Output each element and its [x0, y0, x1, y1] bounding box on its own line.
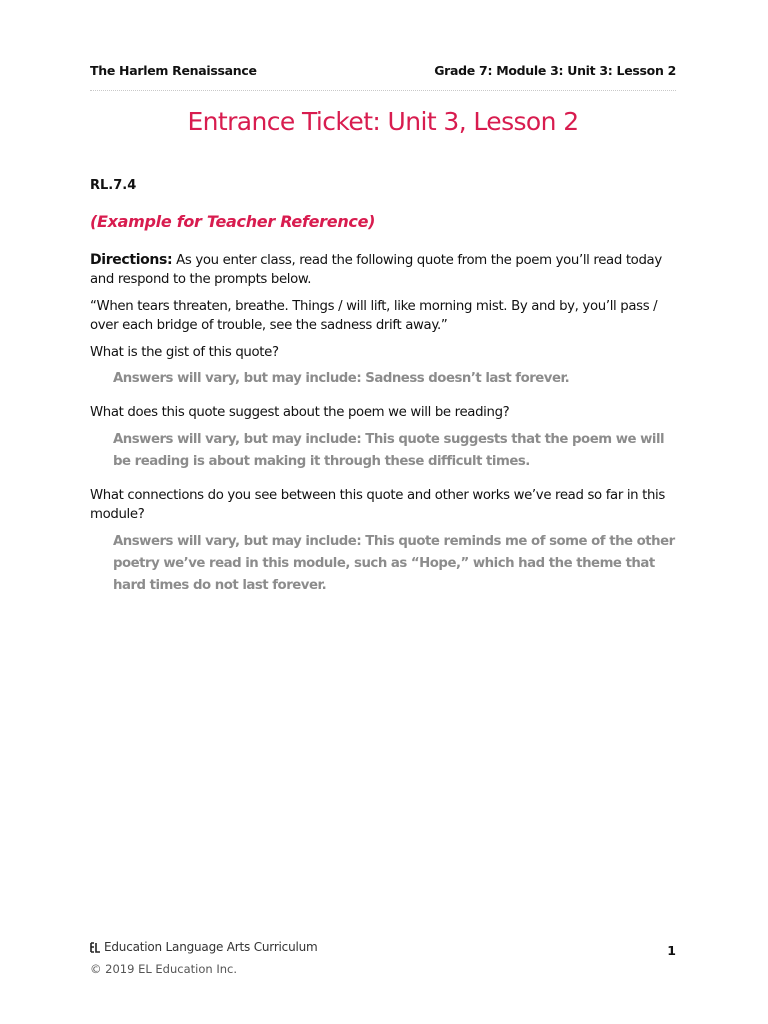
- prompt-answer: Answers will vary, but may include: This quote reminds me of some of the other poetry we’ve read in this module, such as “Hope,” which had the theme that hard times do not last forever.: [113, 534, 675, 593]
- document-page: [90, 0, 676, 1024]
- directions-label: Directions:: [90, 252, 173, 268]
- teacher-reference-note: (Example for Teacher Reference): [90, 212, 376, 231]
- prompt-question: What does this quote suggest about the poem we will be reading?: [90, 405, 510, 420]
- directions-text: As you enter class, read the following quote from the poem you’ll read today and respond to the prompts below.: [90, 253, 662, 287]
- poem-quote: “When tears threaten, breathe. Things / will lift, like morning mist. By and by, you’ll pass / over each bridge of trouble, see the sadness drift away.”: [90, 299, 658, 333]
- page-header: [90, 63, 676, 81]
- footer-logo: [90, 940, 318, 954]
- header-divider: [90, 90, 676, 91]
- directions-paragraph: [90, 251, 676, 289]
- prompt-question: What is the gist of this quote?: [90, 345, 279, 360]
- standard-code: RL.7.4: [90, 178, 137, 193]
- prompt-question: What connections do you see between this quote and other works we’ve read so far in this module?: [90, 488, 665, 522]
- footer-curriculum-name: Education Language Arts Curriculum: [104, 940, 318, 954]
- page-title: Entrance Ticket: Unit 3, Lesson 2: [187, 107, 579, 136]
- prompt-answer: Answers will vary, but may include: This quote suggests that the poem we will be reading is about making it through these difficult times.: [113, 432, 665, 469]
- header-unit-title: The Harlem Renaissance: [90, 63, 257, 78]
- page-number: 1: [667, 943, 676, 958]
- prompt-answer: Answers will vary, but may include: Sadness doesn’t last forever.: [113, 371, 570, 386]
- footer-copyright: © 2019 EL Education Inc.: [90, 962, 237, 976]
- header-lesson-label: Grade 7: Module 3: Unit 3: Lesson 2: [434, 63, 676, 78]
- el-logo-icon: [90, 942, 101, 953]
